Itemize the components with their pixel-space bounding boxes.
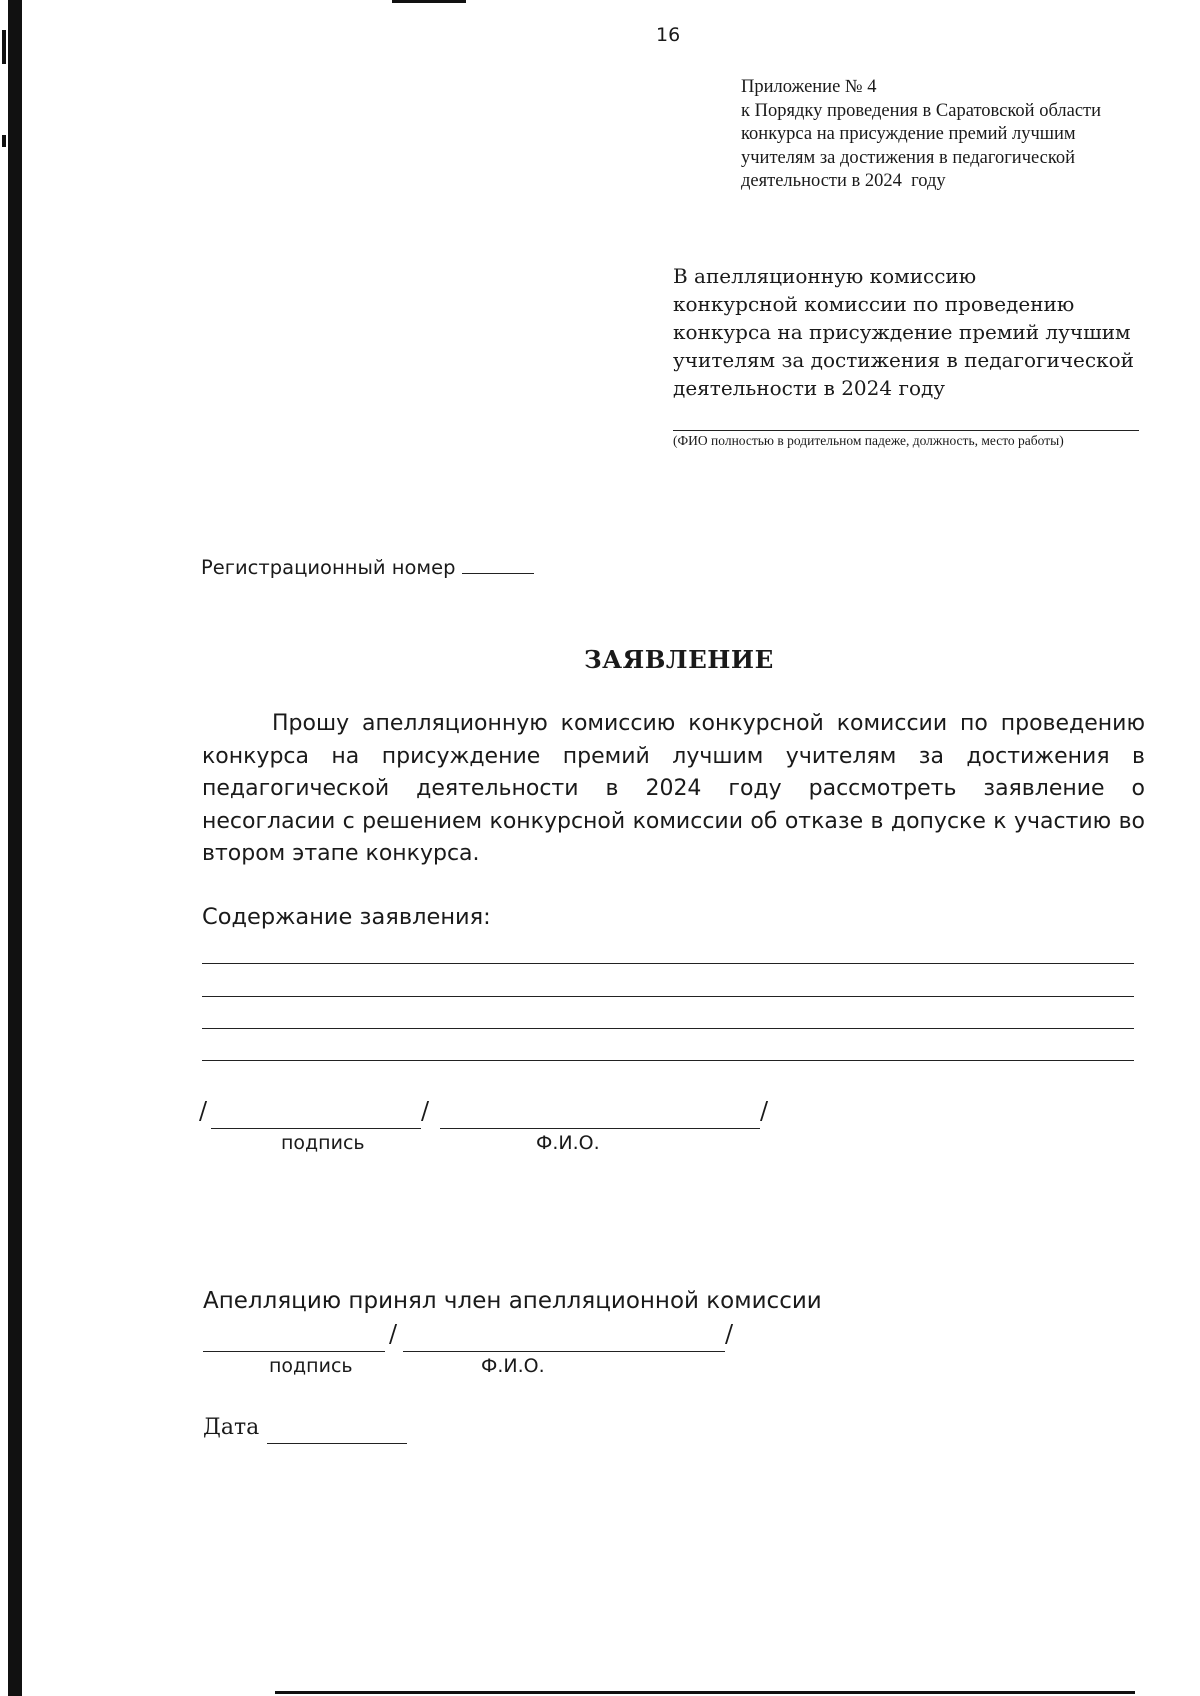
content-line[interactable] bbox=[202, 1060, 1134, 1061]
addressee-line: В апелляционную комиссию bbox=[673, 264, 977, 288]
slash: / bbox=[389, 1320, 398, 1348]
appendix-header bbox=[741, 76, 1101, 194]
scan-top-mark bbox=[392, 0, 466, 3]
scan-edge-mark bbox=[2, 30, 6, 64]
member-signature-field[interactable] bbox=[203, 1351, 385, 1352]
applicant-name-signature-field[interactable] bbox=[440, 1128, 760, 1129]
applicant-name-caption: (ФИО полностью в родительном падеже, должность, место работы) bbox=[673, 433, 1064, 448]
slash: / bbox=[725, 1320, 734, 1348]
appendix-line: конкурса на присуждение премий лучшим bbox=[741, 124, 1076, 144]
addressee-block bbox=[673, 262, 1134, 402]
date-field[interactable] bbox=[267, 1443, 407, 1444]
content-line[interactable] bbox=[202, 1028, 1134, 1029]
name-caption: Ф.И.О. bbox=[481, 1355, 545, 1377]
registration-number-field[interactable] bbox=[462, 553, 534, 574]
content-line[interactable] bbox=[202, 963, 1134, 964]
appendix-line: Приложение № 4 bbox=[741, 77, 877, 97]
slash: / bbox=[421, 1097, 430, 1125]
addressee-line: конкурса на присуждение премий лучшим bbox=[673, 320, 1131, 344]
accepted-label: Апелляцию принял член апелляционной комиссии bbox=[203, 1288, 822, 1314]
page-number: 16 bbox=[656, 24, 681, 46]
content-label: Содержание заявления: bbox=[202, 904, 491, 930]
addressee-line: конкурсной комиссии по проведению bbox=[673, 292, 1075, 316]
name-caption: Ф.И.О. bbox=[536, 1132, 600, 1154]
applicant-signature-field[interactable] bbox=[211, 1128, 421, 1129]
addressee-line: деятельности в 2024 году bbox=[673, 376, 946, 400]
addressee-line: учителям за достижения в педагогической bbox=[673, 348, 1134, 372]
signature-caption: подпись bbox=[269, 1355, 353, 1377]
slash: / bbox=[760, 1097, 769, 1125]
appendix-line: к Порядку проведения в Саратовской области bbox=[741, 100, 1102, 121]
body-paragraph: Прошу апелляционную комиссию конкурсной комиссии по проведению конкурса на присуждение премий лучшим учителям за достижения в педагогической деятельности в 2024 году рассмотреть заявление о несогласии с решением конкурсной комиссии об отказе в допуске к участию во втором этапе конкурса. bbox=[202, 711, 1145, 866]
member-name-field[interactable] bbox=[403, 1351, 725, 1352]
applicant-name-field[interactable] bbox=[673, 430, 1139, 431]
signature-caption: подпись bbox=[281, 1132, 365, 1154]
appendix-line: деятельности в 2024 году bbox=[741, 171, 946, 191]
slash: / bbox=[199, 1097, 208, 1125]
scan-edge-mark bbox=[2, 135, 6, 147]
registration-number bbox=[201, 553, 534, 579]
content-line[interactable] bbox=[202, 996, 1134, 997]
scan-edge bbox=[8, 0, 22, 1696]
date-label: Дата bbox=[203, 1415, 260, 1440]
appendix-line: учителям за достижения в педагогической bbox=[741, 147, 1076, 168]
scan-bottom-rule bbox=[275, 1691, 1135, 1694]
registration-label: Регистрационный номер bbox=[201, 556, 456, 579]
document-title: ЗАЯВЛЕНИЕ bbox=[584, 645, 774, 674]
